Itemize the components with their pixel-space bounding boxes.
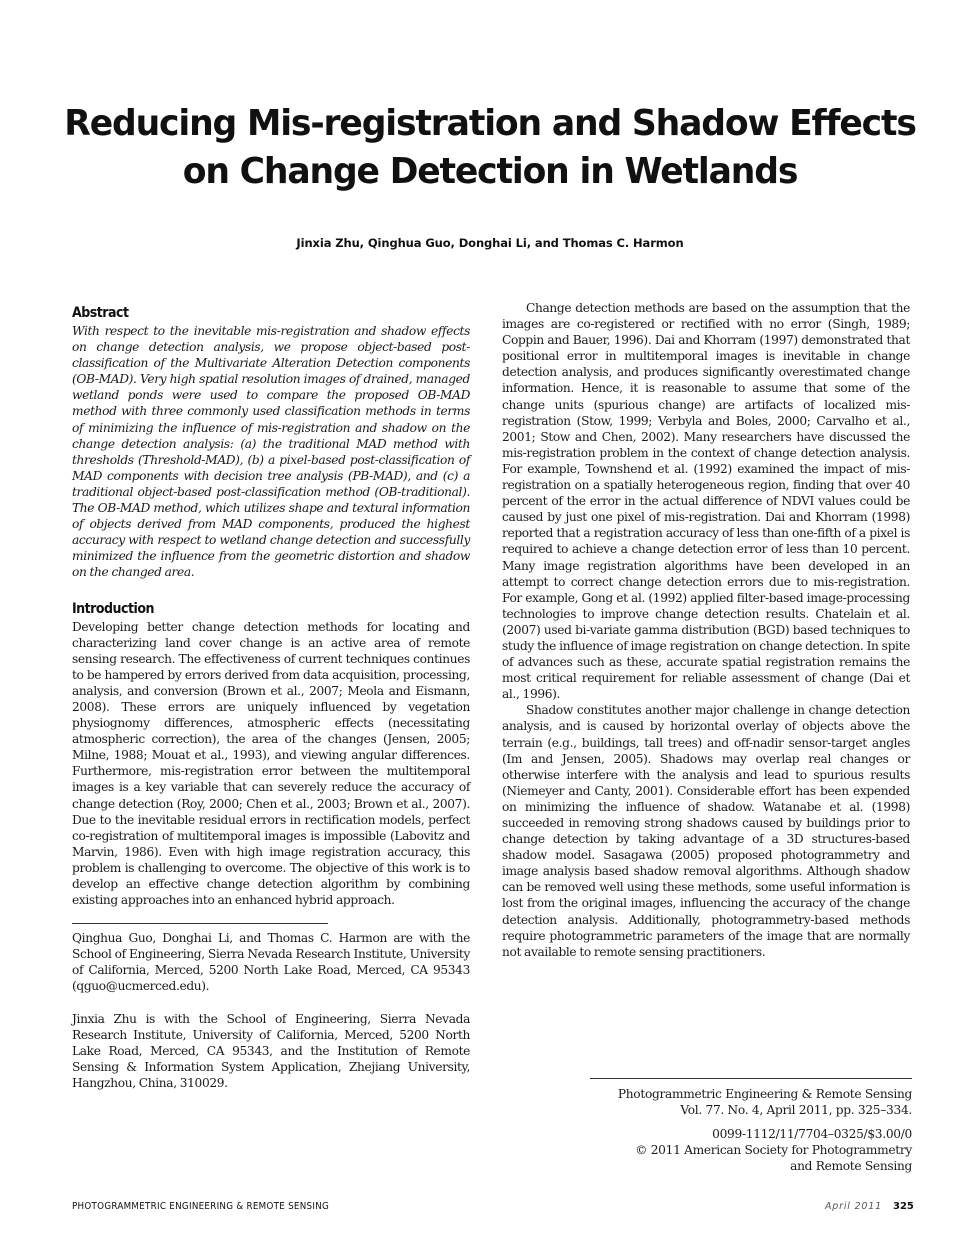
author-list: Jinxia Zhu, Qinghua Guo, Donghai Li, and Thomas C. Harmon <box>296 236 684 250</box>
journal-code: 0099-1112/11/7704–0325/$3.00/0 <box>712 1127 912 1141</box>
journal-volume: Vol. 77. No. 4, April 2011, pp. 325–334. <box>680 1103 912 1117</box>
page-number: 325 <box>893 1201 914 1212</box>
footer-date: April 2011 <box>825 1201 882 1212</box>
paper-title: Reducing Mis-registration and Shadow Effects on Change Detection in Wetlands <box>64 103 916 192</box>
body-paragraph: Shadow constitutes another major challenge in change detection analysis, and is caused by horizontal overlay of objects above the terrain (e.g., buildings, tall trees) and off-nadir sensor-target angles (Im and Jensen, 2005). Shadows may overlap real changes or otherwise interfere with the analysis and lead to spurious results (Niemeyer and Canty, 2001). Considerable effort has been expended on minimizing the influence of shadow. Watanabe et al. (1998) succeeded in removing strong shadows caused by buildings prior to change detection by taking advantage of a 3D structures-based shadow model. Sasagawa (2005) proposed photogrammetry and image analysis based shadow removal algorithms. Although shadow can be removed well using these methods, some useful information is lost from the original images, influencing the accuracy of the change detection analysis. Additionally, photogrammetry-based methods require photogrammetric parameters of the image that are normally not available to remote sensing practitioners. <box>502 703 910 959</box>
left-column <box>72 300 470 1091</box>
right-column <box>502 300 910 960</box>
introduction-heading: Introduction <box>72 600 154 617</box>
abstract-text: With respect to the inevitable mis-registration and shadow effects on change detection analysis, we propose object-based post-classification of the Multivariate Alteration Detection components (OB-MAD). Very high spatial resolution images of drained, managed wetland ponds were used to compare the proposed OB-MAD method with three commonly used classification methods in terms of minimizing the influence of mis-registration and shadow on the change detection analysis: (a) the traditional MAD method with thresholds (Threshold-MAD), (b) a pixel-based post-classification of MAD components with decision tree analysis (PB-MAD), and (c) a traditional object-based post-classification method (OB-traditional). The OB-MAD method, which utilizes shape and textural information of objects derived from MAD components, produced the highest accuracy with respect to wetland change detection and successfully minimized the influence from the geometric distortion and shadow on the changed area. <box>72 324 470 580</box>
journal-name: Photogrammetric Engineering & Remote Sensing <box>617 1087 912 1101</box>
copyright-line: and Remote Sensing <box>790 1159 912 1173</box>
body-paragraph: Change detection methods are based on the assumption that the images are co-registered or rectified with no error (Singh, 1989; Coppin and Bauer, 1996). Dai and Khorram (1997) demonstrated that positional error in multitemporal images is inevitable in change detection analysis, and produces significantly overestimated change information. Hence, it is reasonable to assume that some of the change units (spurious change) are artifacts of localized mis-registration (Stow, 1999; Verbyla and Boles, 2000; Carvalho et al., 2001; Stow and Chen, 2002). Many researchers have discussed the mis-registration problem in the context of change detection analysis. For example, Townshend et al. (1992) examined the impact of mis-registration on a spatially heterogeneous region, finding that over 40 percent of the error in the actual difference of NDVI values could be caused by just one pixel of mis-registration. Dai and Khorram (1998) reported that a registration accuracy of less than one-fifth of a pixel is required to achieve a change detection error of less than 10 percent. Many image registration algorithms have been developed in an attempt to correct change detection errors due to mis-registration. For example, Gong et al. (1992) applied filter-based image-processing technologies to improve change detection results. Chatelain et al. (2007) used bi-variate gamma distribution (BGD) based techniques to study the influence of image registration on change detection. In spite of advances such as these, accurate spatial registration remains the most critical requirement for reliable assessment of change (Dai et al., 1996). <box>502 301 910 702</box>
affiliation-note: Jinxia Zhu is with the School of Engineering, Sierra Nevada Research Institute, University of California, Merced, 5200 North Lake Road, Merced, CA 95343, and the Institution of Remote Sensing & Information System Application, Zhejiang University, Hangzhou, China, 310029. <box>72 1011 470 1090</box>
abstract-heading: Abstract <box>72 305 129 321</box>
journal-citation-block <box>590 1078 912 1174</box>
footer-journal-name: PHOTOGRAMMETRIC ENGINEERING & REMOTE SENSING <box>72 1201 330 1212</box>
footnote-rule <box>72 923 328 924</box>
introduction-paragraph: Developing better change detection methods for locating and characterizing land cover change is an active area of remote sensing research. The effectiveness of current techniques continues to be hampered by errors derived from data acquisition, processing, analysis, and conversion (Brown et al., 2007; Meola and Eismann, 2008). These errors are uniquely influenced by vegetation physiognomy differences, atmospheric effects (necessitating atmospheric correction), the area of the changes (Jensen, 2005; Milne, 1988; Mouat et al., 1993), and viewing angular differences. Furthermore, mis-registration error between the multitemporal images is a key variable that can severely reduce the accuracy of change detection (Roy, 2000; Chen et al., 2003; Brown et al., 2007). Due to the inevitable residual errors in rectification models, perfect co-registration of multitemporal images is impossible (Labovitz and Marvin, 1986). Even with high image registration accuracy, this problem is challenging to overcome. The objective of this work is to develop an effective change detection algorithm by combining existing approaches into an enhanced hybrid approach. <box>72 619 470 908</box>
affiliation-note: Qinghua Guo, Donghai Li, and Thomas C. Harmon are with the School of Engineering, Sierra Nevada Research Institute, University of California, Merced, 5200 North Lake Road, Merced, CA 95343 (qguo@ucmerced.edu). <box>72 931 470 994</box>
copyright-line: © 2011 American Society for Photogrammetry <box>635 1143 912 1157</box>
